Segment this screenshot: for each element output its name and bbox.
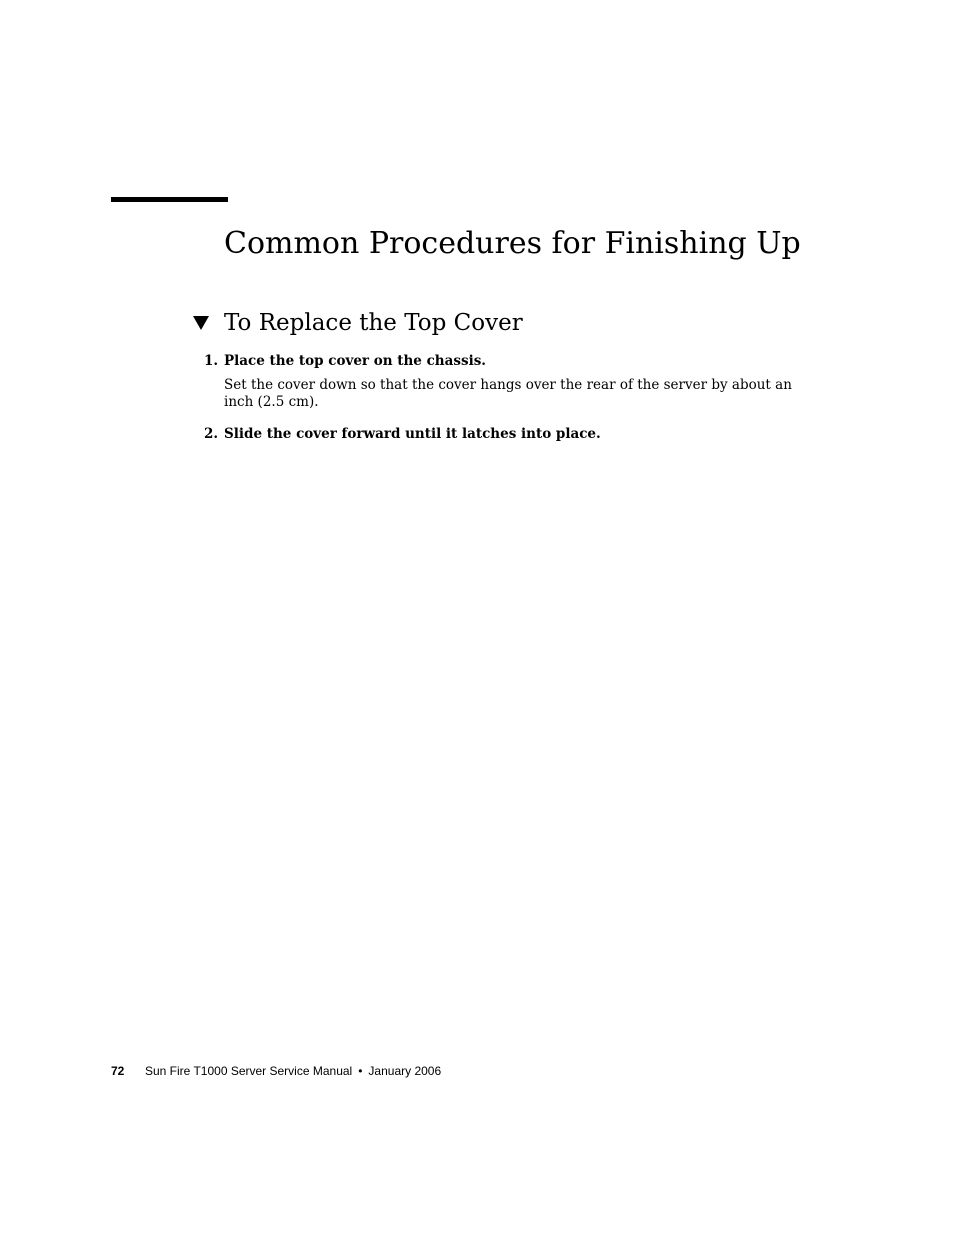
step-1-body: Set the cover down so that the cover hangs over the rear of the server by about an inch (2.5 cm). [224, 377, 792, 410]
step-1-number: 1. [204, 353, 219, 369]
manual-title: Sun Fire T1000 Server Service Manual [145, 1064, 353, 1078]
step-1 [204, 352, 486, 370]
triangle-down-icon [193, 316, 209, 330]
section-title: To Replace the Top Cover [224, 310, 523, 336]
step-2-number: 2. [204, 426, 219, 442]
chapter-rule [111, 197, 228, 202]
page-number: 72 [111, 1064, 125, 1078]
step-2-text: Slide the cover forward until it latches into place. [224, 426, 601, 442]
footer-separator: • [358, 1064, 363, 1078]
step-1-text: Place the top cover on the chassis. [224, 353, 486, 369]
page-footer [111, 1063, 441, 1079]
chapter-title: Common Procedures for Finishing Up [224, 226, 801, 261]
publication-date: January 2006 [368, 1064, 442, 1078]
step-2 [204, 425, 601, 443]
